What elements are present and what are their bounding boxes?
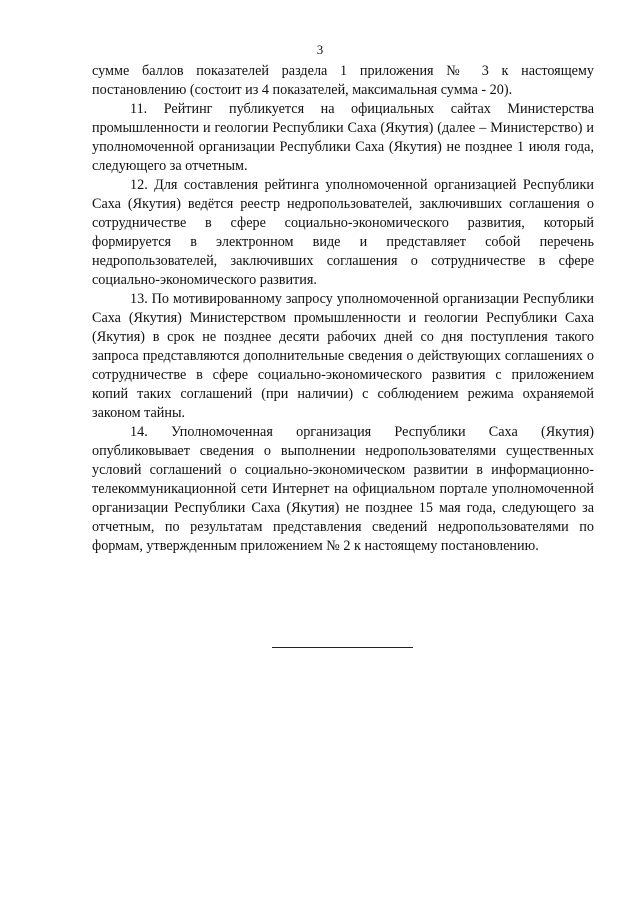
paragraph-continuation: сумме баллов показателей раздела 1 приложения № 3 к настоящему постановлению (состоит из 4 показателей, максимальная сумма - 20). (92, 63, 594, 98)
paragraph-13: 13. По мотивированному запросу уполномоченной организации Республики Саха (Якутия) Министерством промышленности и геологии Республики Саха (Якутия) в срок не позднее десяти рабочих дней со дня поступления такого запроса представляются дополнительные сведения о действующих соглашениях о сотрудничестве в сфере социально-экономического развития с приложением копий таких соглашений (при наличии) с соблюдением режима охраняемой законом тайны. (92, 291, 594, 421)
end-separator-line (272, 647, 413, 648)
paragraph-12: 12. Для составления рейтинга уполномоченной организацией Республики Саха (Якутия) ведётся реестр недропользователей, заключивших соглашения о сотрудничестве в сфере социально-экономического развития, который формируется в электронном виде и представляет собой перечень недропользователей, заключивших соглашения о сотрудничестве в сфере социально-экономического развития. (92, 177, 594, 288)
paragraph-11: 11. Рейтинг публикуется на официальных сайтах Министерства промышленности и геологии Республики Саха (Якутия) (далее – Министерство) и уполномоченной организации Республики Саха (Якутия) не позднее 1 июля года, следующего за отчетным. (92, 101, 594, 174)
page-number: 3 (316, 42, 324, 57)
paragraph-14: 14. Уполномоченная организация Республики Саха (Якутия) опубликовывает сведения о выполнении недропользователями существенных условий соглашений о социально-экономическом развитии в информационно-телекоммуникационной сети Интернет на официальном портале уполномоченной организации Республики Саха (Якутия) не позднее 15 мая года, следующего за отчетным, по результатам представления сведений недропользователями по формам, утвержденным приложением № 2 к настоящему постановлению. (92, 424, 594, 554)
document-body (92, 62, 594, 556)
